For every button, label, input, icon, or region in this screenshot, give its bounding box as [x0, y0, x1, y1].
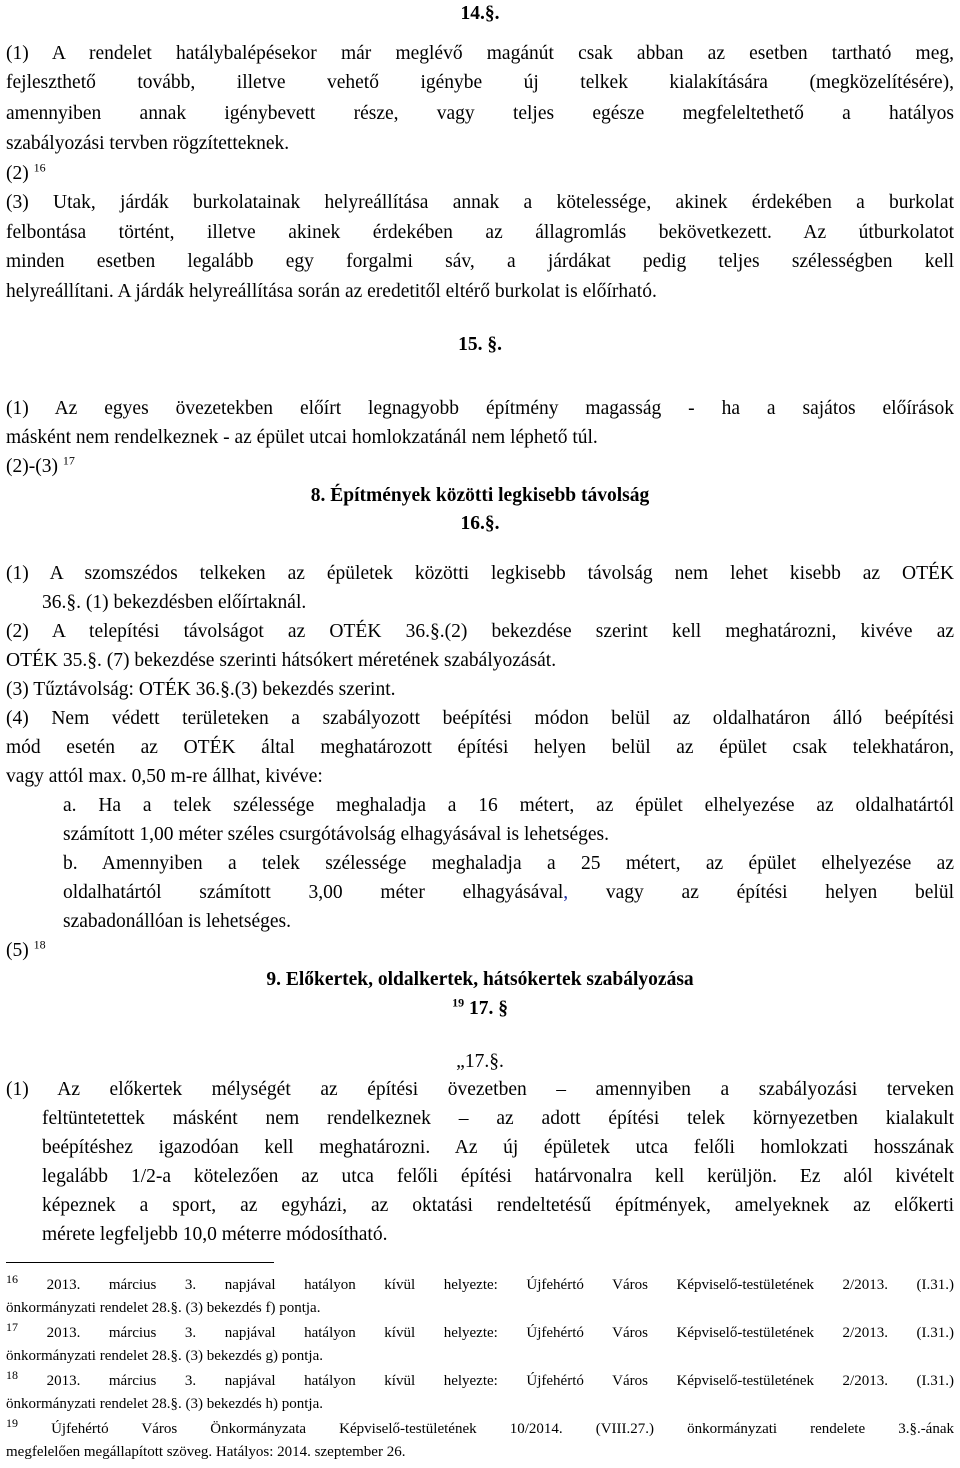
footnote-17-line1	[6, 1320, 954, 1344]
footnote-separator	[6, 1262, 274, 1263]
s16-p4-b-line2-text: oldalhatártól számított 3,00 méter elhagyásával	[63, 882, 564, 903]
section-17-label: 17. §	[468, 998, 508, 1019]
footnote-18-number: 18	[6, 1368, 18, 1382]
section-16-title: 16.§.	[460, 513, 500, 534]
s16-p4-b-comma: ,	[563, 882, 569, 903]
s17-p1-line3: beépítéshez igazodóan kell meghatározni. Az új épületek utca felőli homlokzati hosszának	[42, 1137, 954, 1158]
s16-p2-line1: (2) A telepítési távolságot az OTÉK 36.§.(2) bekezdése szerint kell meghatározni, kivéve az	[6, 621, 954, 642]
s14-p2-label: (2)	[6, 163, 29, 184]
footnote-19-line2: megfelelően megállapított szöveg. Hatályos: 2014. szeptember 26.	[6, 1444, 406, 1460]
s14-p2	[6, 160, 954, 188]
s17-p1-line2: feltüntetettek másként nem rendelkeznek – az adott építési telek környezetben kialakult	[42, 1108, 954, 1129]
s16-p4-a-line1: a. Ha a telek szélessége meghaladja a 16 métert, az épület elhelyezése az oldalhatártól	[63, 795, 954, 816]
section-17-title	[0, 995, 960, 1023]
s16-p2-line2: OTÉK 35.§. (7) bekezdése szerinti hátsókert méretének szabályozását.	[6, 650, 557, 671]
s14-p1-line4: szabályozási tervben rögzítetteknek.	[6, 133, 290, 154]
s15-p2	[6, 453, 954, 481]
chapter-8-title: 8. Építmények közötti legkisebb távolság	[310, 485, 650, 506]
s16-p4-line2: mód esetén az OTÉK által meghatározott építési helyen belül az épület csak telekhatáron,	[6, 737, 954, 758]
section-15-title: 15. §.	[458, 334, 502, 355]
s16-p4-line3: vagy attól max. 0,50 m-re állhat, kivéve:	[6, 766, 323, 787]
s16-p4-a-line2: számított 1,00 méter széles csurgótávolság elhagyásával is lehetséges.	[63, 824, 610, 845]
chapter-9-title: 9. Előkertek, oldalkertek, hátsókertek szabályozása	[266, 969, 694, 990]
footnote-19-line1	[6, 1416, 955, 1440]
s15-p1-line1: (1) Az egyes övezetekben előírt legnagyobb építmény magasság - ha a sajátos előírások	[6, 398, 954, 419]
footnote-17-line2: önkormányzati rendelet 28.§. (3) bekezdés g) pontja.	[6, 1348, 323, 1364]
s16-p4-b-line2	[63, 879, 954, 907]
section-14-title: 14.§.	[460, 3, 500, 24]
footnote-18-line2: önkormányzati rendelet 28.§. (3) bekezdés h) pontja.	[6, 1396, 323, 1412]
s14-p1-line1: (1) A rendelet hatálybalépésekor már meglévő magánút csak abban az esetben tartható meg,	[6, 43, 954, 64]
s16-p1-line2: 36.§. (1) bekezdésben előírtaknál.	[42, 592, 307, 613]
footnote-ref-19: 19	[452, 995, 465, 1010]
s14-p3-line2: felbontása történt, illetve akinek érdekében az állagromlás bekövetkezett. Az útburkolatot	[6, 222, 954, 243]
footnote-19-number: 19	[6, 1416, 18, 1430]
footnote-ref-16: 16	[33, 160, 46, 175]
s16-p3: (3) Tűztávolság: OTÉK 36.§.(3) bekezdés szerint.	[6, 679, 396, 700]
s16-p4-b-line1: b. Amennyiben a telek szélessége meghaladja a 25 métert, az épület elhelyezése az	[63, 853, 954, 874]
s14-p1-line2: fejleszthető tovább, illetve vehető igénybe új telkek kialakítására (megközelítésére),	[6, 72, 954, 93]
s14-p1-line3: amennyiben annak igénybevett része, vagy teljes egésze megfeleltethető a hatályos	[6, 103, 954, 124]
s17-p1-line6: mérete legfeljebb 10,0 méterre módosítható.	[42, 1224, 388, 1245]
footnote-ref-18: 18	[33, 937, 46, 952]
footnote-17-text: 2013. március 3. napjával hatályon kívül helyezte: Újfehértó Város Képviselő-testületének 2/2013. (I.31.)	[46, 1325, 954, 1341]
s14-p3-line1: (3) Utak, járdák burkolatainak helyreállítása annak a kötelessége, akinek érdekében a burkolat	[6, 192, 954, 213]
s15-p2-label: (2)-(3)	[6, 456, 58, 477]
footnote-19-text: Újfehértó Város Önkormányzata Képviselő-testületének 10/2014. (VIII.27.) önkormányzati rendelete 3.§.-ának	[51, 1421, 955, 1437]
s15-p1-line2: másként nem rendelkeznek - az épület utcai homlokzatánál nem léphető túl.	[6, 427, 598, 448]
s16-p4-b-line3: szabadonállóan is lehetséges.	[63, 911, 291, 932]
s16-p1-line1: (1) A szomszédos telkeken az épületek közötti legkisebb távolság nem lehet kisebb az OTÉK	[6, 563, 954, 584]
s14-p3-line3: minden esetben legalább egy forgalmi sáv, a járdákat pedig teljes szélességben kell	[6, 251, 954, 272]
s17-p1-line5: képeznek a sport, az egyházi, az oktatási rendeltetésű építmények, amelyeknek az előkerti	[42, 1195, 954, 1216]
s17-p1-line1: (1) Az előkertek mélységét az építési övezetben – amennyiben a szabályozási terveken	[6, 1079, 954, 1100]
footnote-18-line1	[6, 1368, 954, 1392]
s14-p3-line4: helyreállítani. A járdák helyreállítása során az eredetitől eltérő burkolat is előírható.	[6, 281, 657, 302]
footnote-16-text: 2013. március 3. napjával hatályon kívül helyezte: Újfehértó Város Képviselő-testületének 2/2013. (I.31.)	[46, 1277, 954, 1293]
s16-p5-label: (5)	[6, 940, 29, 961]
s17-p1-line4: legalább 1/2-a kötelezően az utca felőli építési határvonalra kell kerüljön. Ez alól kivételt	[42, 1166, 954, 1187]
footnote-16-number: 16	[6, 1272, 18, 1286]
section-17-quote: „17.§.	[456, 1051, 504, 1072]
s16-p5	[6, 937, 954, 965]
footnote-18-text: 2013. március 3. napjával hatályon kívül helyezte: Újfehértó Város Képviselő-testületének 2/2013. (I.31.)	[46, 1373, 954, 1389]
footnote-16-line1	[6, 1272, 954, 1296]
s16-p4-b-line2-tail: vagy az építési helyen belül	[568, 882, 954, 903]
s16-p4-line1: (4) Nem védett területeken a szabályozott beépítési módon belül az oldalhatáron álló beépítési	[6, 708, 954, 729]
footnote-17-number: 17	[6, 1320, 18, 1334]
footnote-16-line2: önkormányzati rendelet 28.§. (3) bekezdés f) pontja.	[6, 1300, 321, 1316]
footnote-ref-17: 17	[62, 453, 75, 468]
